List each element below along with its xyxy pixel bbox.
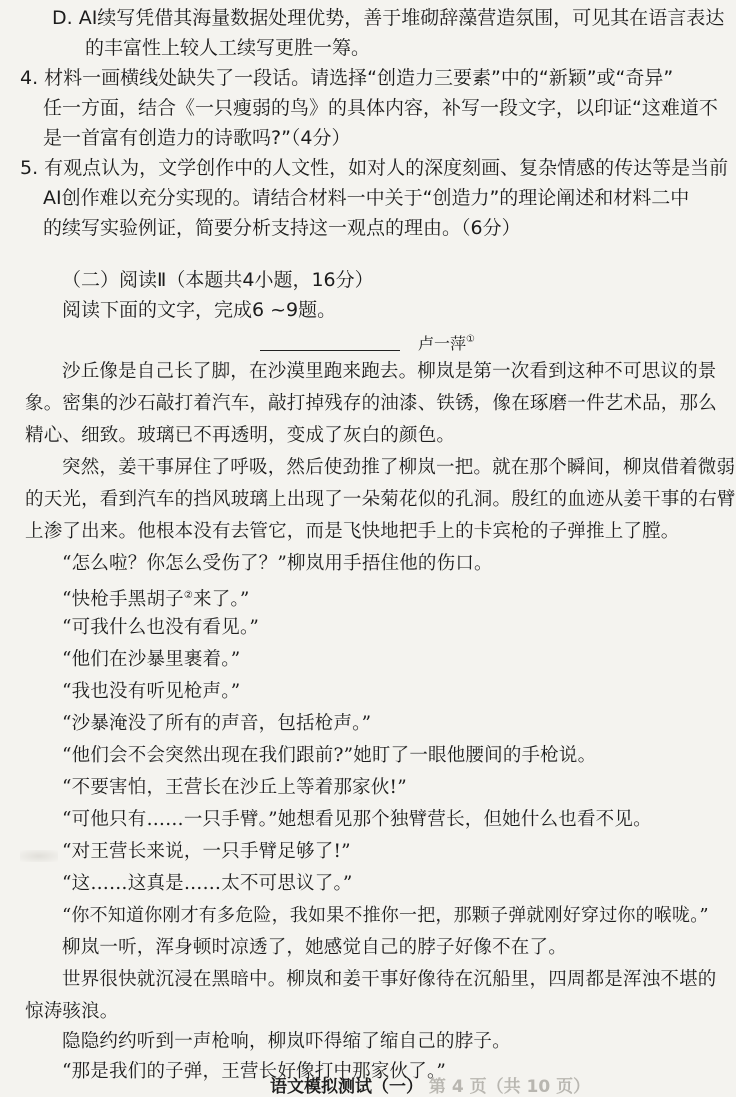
note-2-marker: ②	[183, 590, 194, 601]
story-line: 世界很快就沉浸在黑暗中。柳岚和姜干事好像待在沉船里，四周都是浑浊不堪的	[62, 969, 717, 990]
story-line: “可他只有……一只手臂。”她想看见那个独臂营长，但她什么也看不见。	[62, 809, 652, 830]
story-line: “可我什么也没有看见。”	[62, 617, 260, 638]
story-line: “你不知道你刚才有多危险，我如果不推你一把，那颗子弹就刚好穿过你的喉咙。”	[62, 905, 709, 926]
story-line: “我也没有听见枪声。”	[62, 681, 241, 702]
question-5-line-3: 的续写实验例证，简要分析支持这一观点的理由。（6分）	[43, 217, 521, 239]
story-line: 突然，姜干事屏住了呼吸，然后使劲推了柳岚一把。就在那个瞬间，柳岚借着微弱	[62, 457, 736, 478]
story-line: “这……这真是……太不可思议了。”	[62, 873, 353, 894]
question-4-line-3: 是一首富有创造力的诗歌吗?”（4分）	[43, 127, 351, 149]
footer-page-number: 第 4 页（共 10 页）	[428, 1077, 591, 1097]
story-line: 隐隐约约听到一声枪响，柳岚吓得缩了缩自己的脖子。	[62, 1031, 511, 1052]
author-note-marker: ①	[466, 334, 475, 345]
question-5-line-2: AI创作难以充分实现的。请结合材料一中关于“创造力”的理论阐述和材料二中	[43, 187, 690, 209]
title-row	[260, 328, 475, 356]
story-line-head: “快枪手黑胡子	[62, 589, 184, 611]
footer-exam-name: 语文模拟测试（一）	[270, 1077, 423, 1097]
story-line: “怎么啦？你怎么受伤了？”柳岚用手捂住他的伤口。	[62, 553, 493, 574]
author-name: 卢一萍	[418, 334, 467, 354]
story-line-with-note	[62, 584, 250, 612]
option-d-line-1: D. AI续写凭借其海量数据处理优势，善于堆砌辞藻营造氛围，可见其在语言表达	[52, 7, 725, 29]
story-line: “那是我们的子弹，王营长好像打中那家伙了。”	[62, 1061, 447, 1082]
story-line: 沙丘像是自己长了脚，在沙漠里跑来跑去。柳岚是第一次看到这种不可思议的景	[62, 361, 717, 382]
story-line: “他们会不会突然出现在我们跟前?”她盯了一眼他腰间的手枪说。	[62, 745, 597, 766]
story-line-tail: 来了。”	[193, 589, 250, 611]
option-d-line-2: 的丰富性上较人工续写更胜一筹。	[85, 37, 371, 59]
page-footer	[270, 1072, 590, 1097]
story-line: “对王营长来说，一只手臂足够了!”	[62, 841, 351, 862]
title-blank	[260, 336, 400, 351]
story-line: “他们在沙暴里裹着。”	[62, 649, 241, 670]
story-line: “沙暴淹没了所有的声音，包括枪声。”	[62, 713, 372, 734]
question-4-line-1: 4. 材料一画横线处缺失了一段话。请选择“创造力三要素”中的“新颖”或“奇异”	[20, 67, 674, 89]
story-line: 上渗了出来。他根本没有去管它，而是飞快地把手上的卡宾枪的子弹推上了膛。	[25, 521, 680, 542]
story-line: 惊涛骇浪。	[25, 1001, 119, 1022]
story-line: 柳岚一听，浑身顿时凉透了，她感觉自己的脖子好像不在了。	[62, 937, 567, 958]
question-4-line-2: 任一方面，结合《一只瘦弱的鸟》的具体内容，补写一段文字，以印证“这难道不	[43, 97, 718, 119]
section-title: （二）阅读Ⅱ（本题共4小题，16分）	[62, 269, 374, 291]
section-instruction: 阅读下面的文字，完成6 ~9题。	[62, 299, 337, 321]
question-5-line-1: 5. 有观点认为，文学创作中的人文性，如对人的深度刻画、复杂情感的传达等是当前	[20, 157, 729, 179]
story-line: 的天光，看到汽车的挡风玻璃上出现了一朵菊花似的孔洞。殷红的血迹从姜干事的右臂	[25, 489, 736, 510]
story-line: 象。密集的沙石敲打着汽车，敲打掉残存的油漆、铁锈，像在琢磨一件艺术品，那么	[25, 393, 717, 414]
story-line: “不要害怕，王营长在沙丘上等着那家伙!”	[62, 777, 407, 798]
scan-smudge	[20, 850, 58, 862]
story-line: 精心、细致。玻璃已不再透明，变成了灰白的颜色。	[25, 425, 456, 446]
